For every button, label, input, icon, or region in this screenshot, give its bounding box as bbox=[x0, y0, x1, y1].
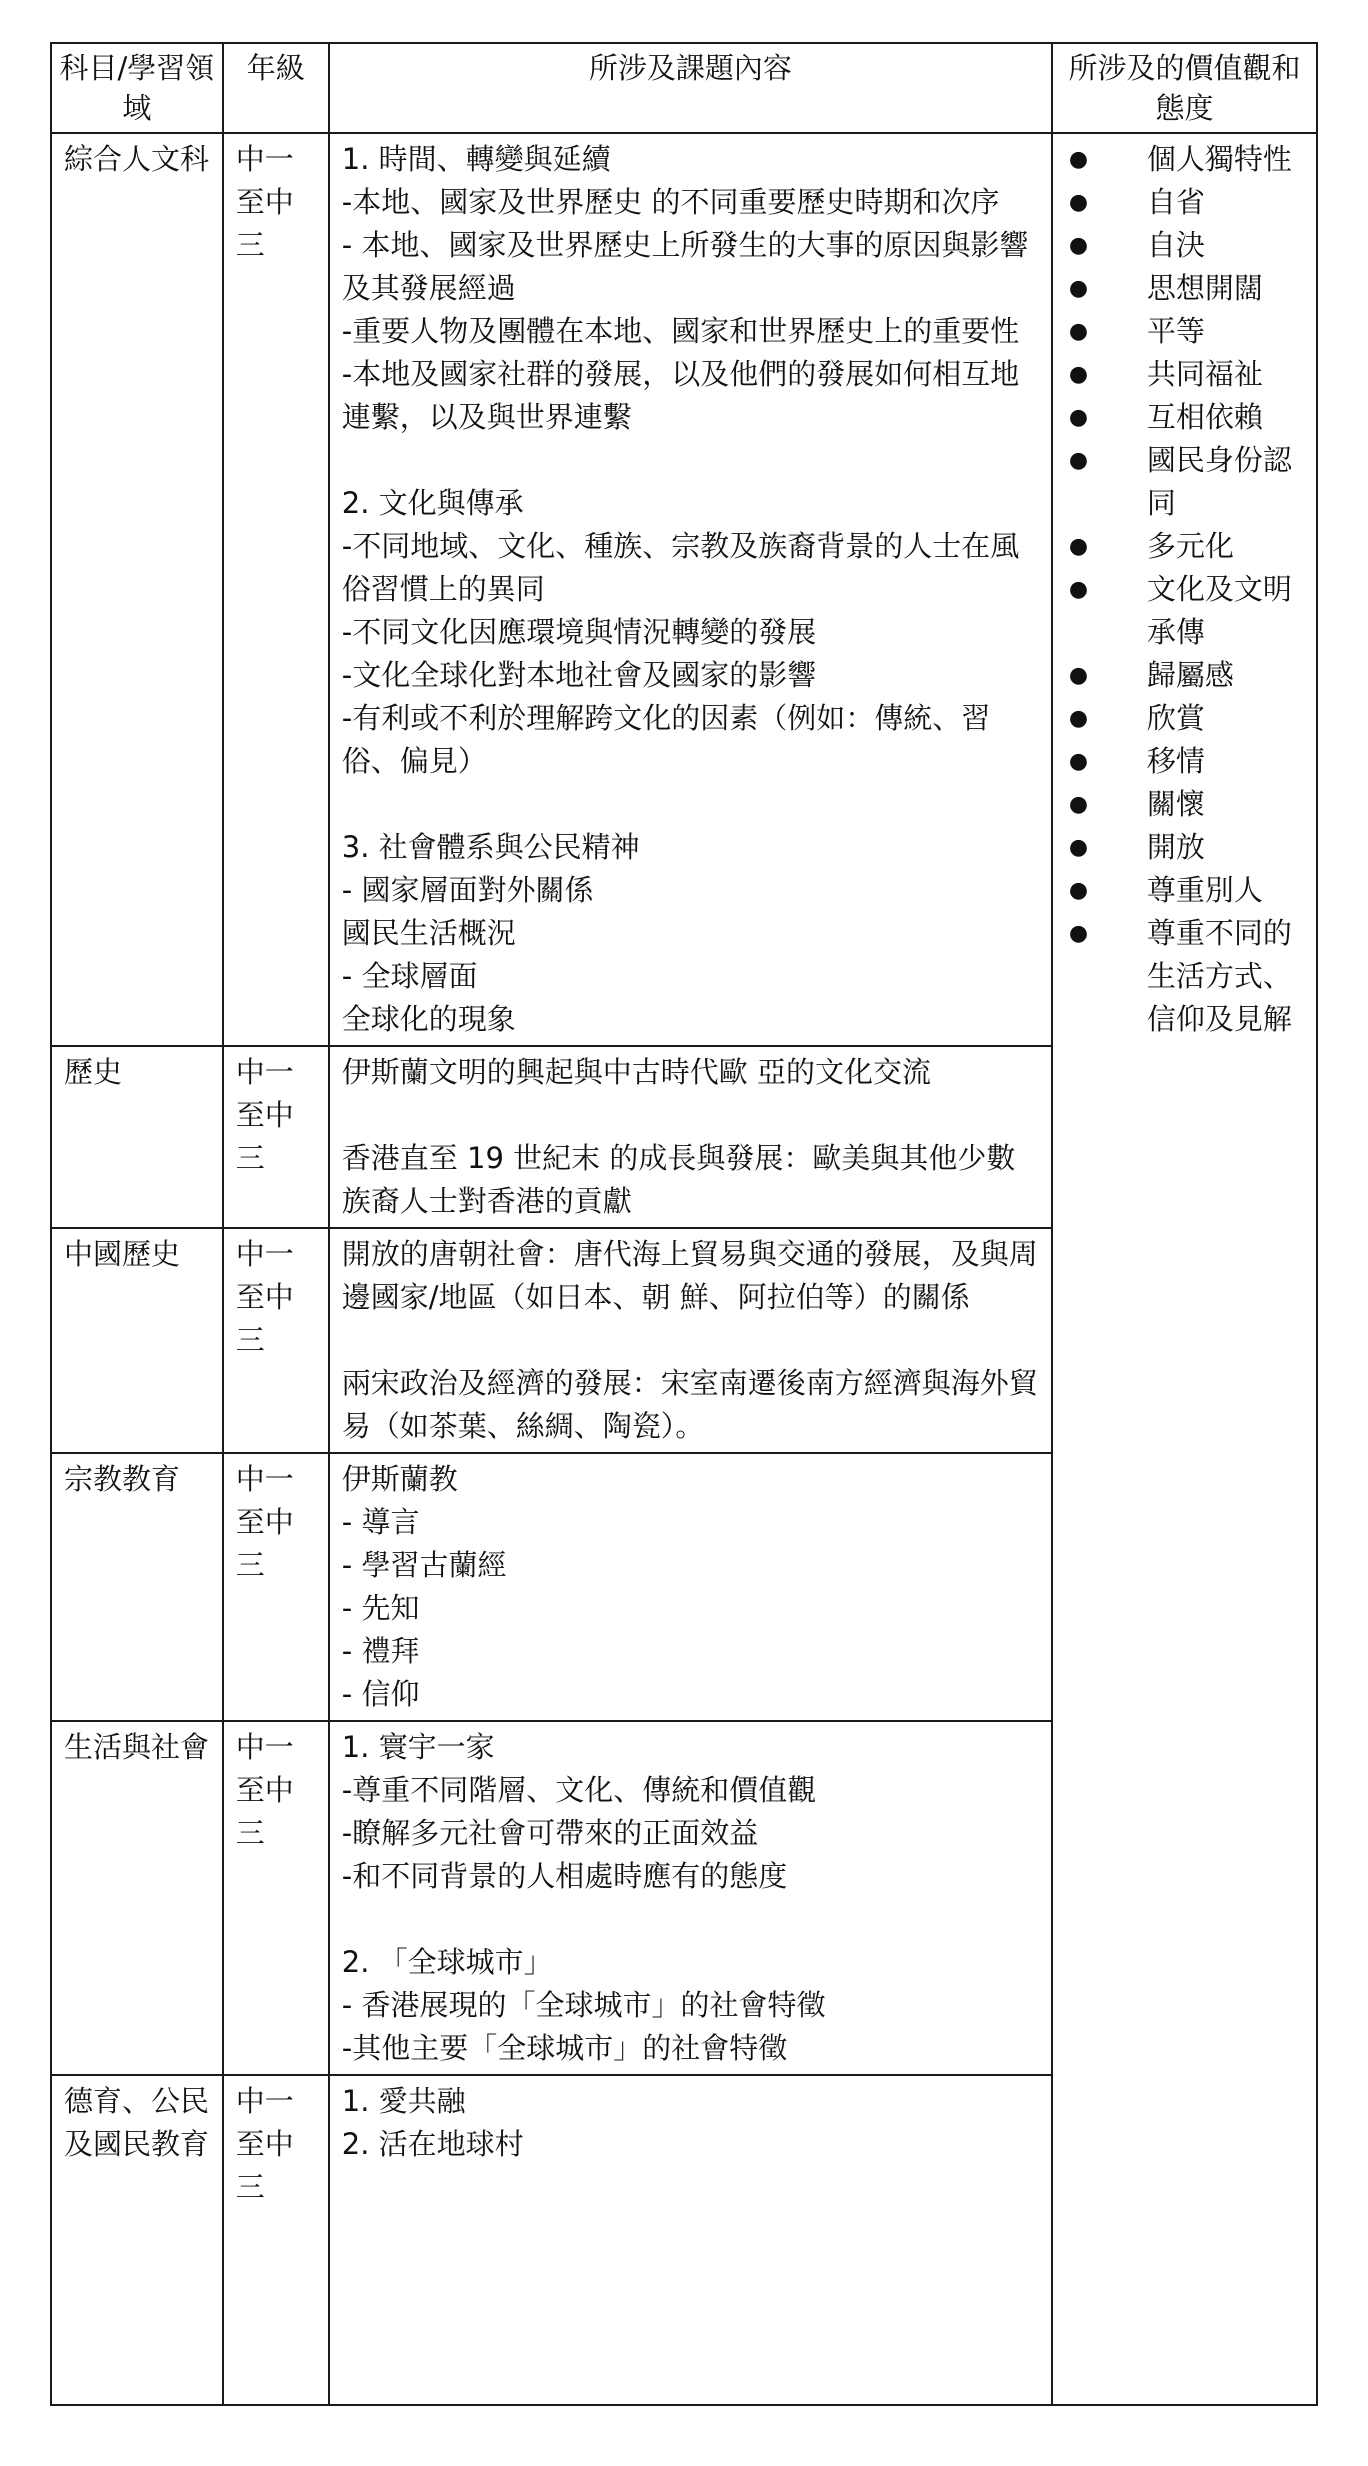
topic-line: - 先知 bbox=[341, 1591, 420, 1625]
topic-spacer bbox=[342, 1319, 1041, 1362]
topic-line: 1. 愛共融 bbox=[341, 2084, 466, 2118]
topics-cell bbox=[329, 2075, 1052, 2405]
grade-cell: 中一至中三 bbox=[223, 133, 329, 1046]
value-item: ● 關懷 bbox=[1063, 783, 1306, 826]
topics-cell bbox=[329, 1228, 1052, 1453]
grade-cell: 中一至中三 bbox=[223, 1046, 329, 1228]
topic-line: -本地、國家及世界歷史 的不同重要歷史時期和次序 bbox=[341, 185, 1000, 219]
topic-line: - 香港展現的「全球城市」的社會特徵 bbox=[341, 1988, 826, 2022]
value-item: ● 互相依賴 bbox=[1063, 396, 1306, 439]
value-item: ● 自決 bbox=[1063, 224, 1306, 267]
value-item: ● 多元化 bbox=[1063, 525, 1306, 568]
topic-line: 1. 時間、轉變與延續 bbox=[341, 142, 611, 176]
value-item: ● 個人獨特性 bbox=[1063, 138, 1306, 181]
topic-line: 香港直至 19 世紀末 的成長與發展：歐美與其他少數族裔人士對香港的貢獻 bbox=[341, 1141, 1016, 1218]
topic-line: -尊重不同階層、文化、傳統和價值觀 bbox=[341, 1773, 817, 1807]
topic-line: - 禮拜 bbox=[341, 1634, 420, 1668]
header-subject: 科目/學習領域 bbox=[51, 43, 223, 133]
topic-line: 開放的唐朝社會：唐代海上貿易與交通的發展，及與周邊國家/地區（如日本、朝 鮮、阿拉伯等）的關係 bbox=[341, 1237, 1038, 1314]
subject-cell: 生活與社會 bbox=[51, 1721, 223, 2075]
subject-cell: 宗教教育 bbox=[51, 1453, 223, 1721]
grade-cell: 中一至中三 bbox=[223, 1453, 329, 1721]
grade-cell: 中一至中三 bbox=[223, 1721, 329, 2075]
subject-cell: 綜合人文科 bbox=[51, 133, 223, 1046]
topic-line: -其他主要「全球城市」的社會特徵 bbox=[341, 2031, 788, 2065]
topic-line: -和不同背景的人相處時應有的態度 bbox=[341, 1859, 788, 1893]
value-item: ● 歸屬感 bbox=[1063, 654, 1306, 697]
grade-cell: 中一至中三 bbox=[223, 2075, 329, 2405]
subject-cell: 德育、公民及國民教育 bbox=[51, 2075, 223, 2405]
header-grade: 年級 bbox=[223, 43, 329, 133]
topic-line: - 國家層面對外關係 bbox=[341, 873, 594, 907]
table-row bbox=[51, 133, 1317, 1046]
header-topics: 所涉及課題內容 bbox=[329, 43, 1052, 133]
value-item: ● 移情 bbox=[1063, 740, 1306, 783]
topic-line: - 本地、國家及世界歷史上所發生的大事的原因與影響及其發展經過 bbox=[341, 228, 1029, 305]
header-row bbox=[51, 43, 1317, 133]
value-item: ● 欣賞 bbox=[1063, 697, 1306, 740]
grade-cell: 中一至中三 bbox=[223, 1228, 329, 1453]
value-item: ● 尊重不同的生活方式、信仰及見解 bbox=[1063, 912, 1306, 1041]
topic-line: 3. 社會體系與公民精神 bbox=[341, 830, 640, 864]
topic-line: - 全球層面 bbox=[341, 959, 478, 993]
value-item: ● 自省 bbox=[1063, 181, 1306, 224]
topic-line: 伊斯蘭文明的興起與中古時代歐 亞的文化交流 bbox=[341, 1055, 932, 1089]
value-item: ● 共同福祉 bbox=[1063, 353, 1306, 396]
topic-line: -瞭解多元社會可帶來的正面效益 bbox=[341, 1816, 759, 1850]
topic-spacer bbox=[342, 1898, 1041, 1941]
topic-line: 2. 文化與傳承 bbox=[341, 486, 524, 520]
value-item: ● 平等 bbox=[1063, 310, 1306, 353]
topics-cell bbox=[329, 1721, 1052, 2075]
curriculum-table bbox=[50, 42, 1318, 2406]
topic-line: -文化全球化對本地社會及國家的影響 bbox=[341, 658, 817, 692]
topics-cell bbox=[329, 1453, 1052, 1721]
value-item: ● 國民身份認同 bbox=[1063, 439, 1306, 525]
topic-line: 1. 寰宇一家 bbox=[341, 1730, 495, 1764]
value-item: ● 開放 bbox=[1063, 826, 1306, 869]
values-list bbox=[1063, 138, 1306, 1041]
topic-line: 伊斯蘭教 bbox=[341, 1462, 458, 1496]
subject-cell: 中國歷史 bbox=[51, 1228, 223, 1453]
topic-line: 全球化的現象 bbox=[341, 1002, 516, 1036]
topic-line: - 學習古蘭經 bbox=[341, 1548, 507, 1582]
value-item: ● 思想開闊 bbox=[1063, 267, 1306, 310]
topics-cell bbox=[329, 1046, 1052, 1228]
value-item: ● 文化及文明承傳 bbox=[1063, 568, 1306, 654]
topic-spacer bbox=[342, 783, 1041, 826]
subject-cell: 歷史 bbox=[51, 1046, 223, 1228]
topic-line: -不同地域、文化、種族、宗教及族裔背景的人士在風俗習慣上的異同 bbox=[341, 529, 1020, 606]
topic-line: - 信仰 bbox=[341, 1677, 420, 1711]
value-item: ● 尊重別人 bbox=[1063, 869, 1306, 912]
topic-spacer bbox=[342, 439, 1041, 482]
topic-line: 2. 活在地球村 bbox=[341, 2127, 524, 2161]
topic-line: -不同文化因應環境與情況轉變的發展 bbox=[341, 615, 817, 649]
header-values: 所涉及的價值觀和態度 bbox=[1052, 43, 1317, 133]
topic-line: -有利或不利於理解跨文化的因素（例如：傳統、習俗、偏見） bbox=[341, 701, 991, 778]
topic-line: 國民生活概況 bbox=[341, 916, 516, 950]
topic-line: -本地及國家社群的發展，以及他們的發展如何相互地連繫，以及與世界連繫 bbox=[341, 357, 1020, 434]
topic-line: 兩宋政治及經濟的發展：宋室南遷後南方經濟與海外貿易（如茶葉、絲綢、陶瓷）。 bbox=[341, 1366, 1038, 1443]
topics-cell bbox=[329, 133, 1052, 1046]
values-cell bbox=[1052, 133, 1317, 2405]
topic-spacer bbox=[342, 1094, 1041, 1137]
topic-line: -重要人物及團體在本地、國家和世界歷史上的重要性 bbox=[341, 314, 1020, 348]
topic-line: - 導言 bbox=[341, 1505, 420, 1539]
topic-line: 2. 「全球城市」 bbox=[341, 1945, 553, 1979]
